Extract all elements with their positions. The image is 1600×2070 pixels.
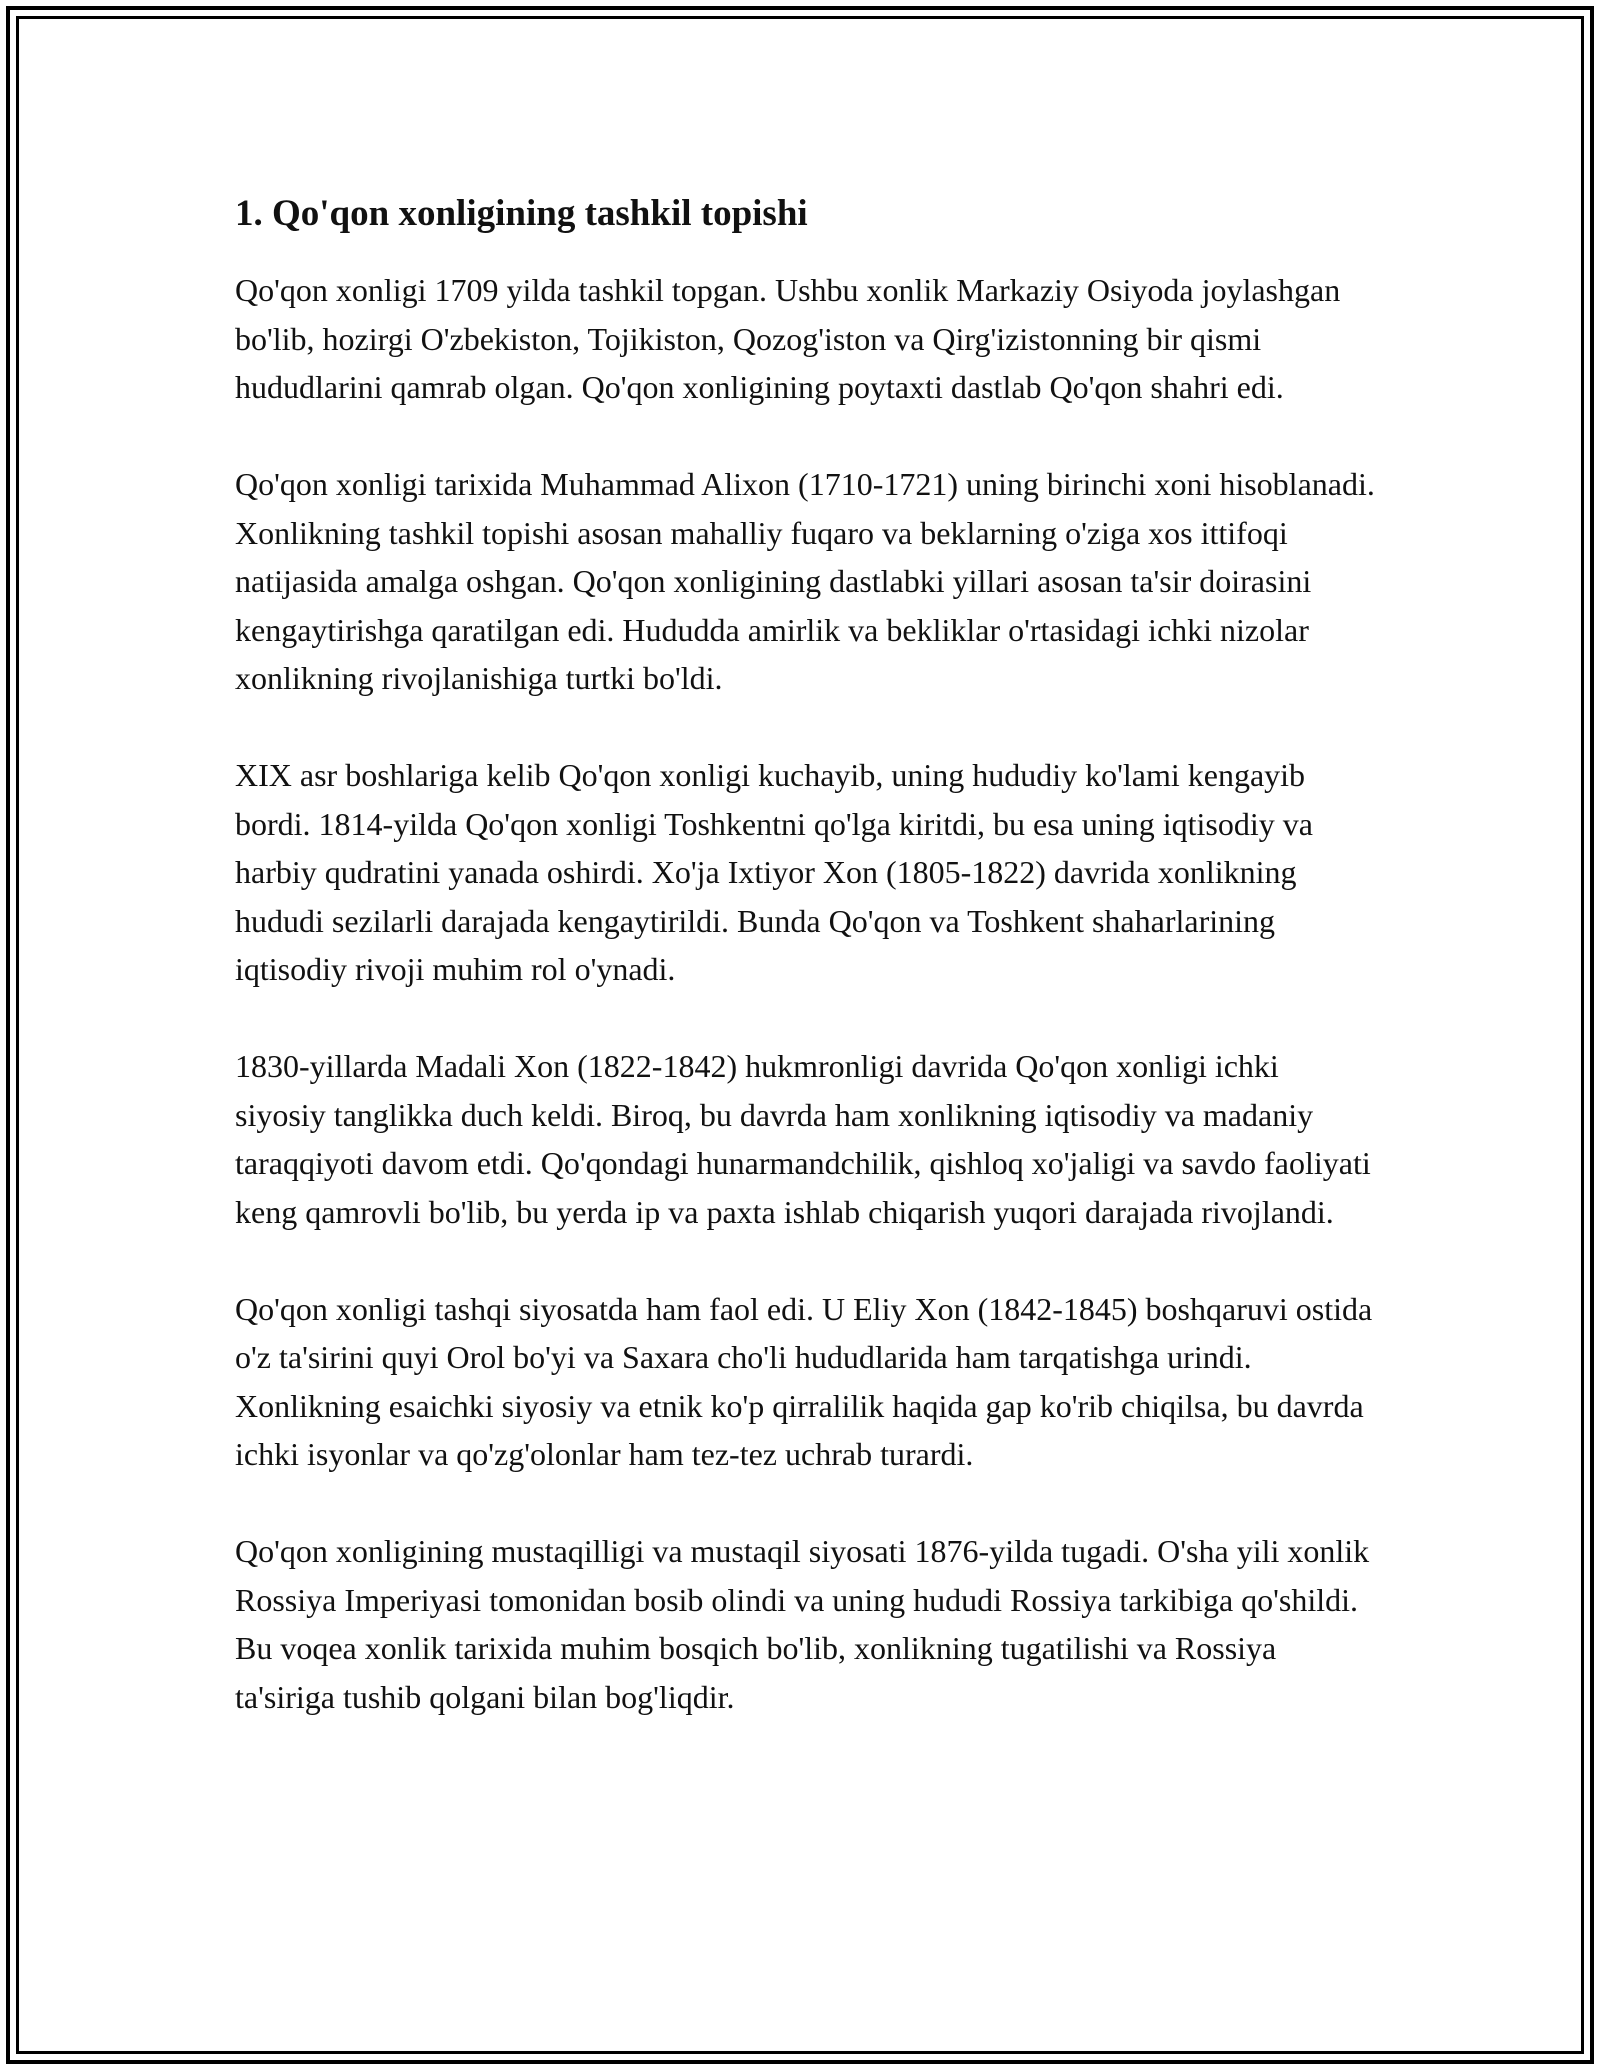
document-body <box>235 186 1375 1770</box>
paragraph-5: Qo'qon xonligi tashqi siyosatda ham faol edi. U Eliy Xon (1842-1845) boshqaruvi ostida o'z ta'sirini quyi Orol bo'yi va Saxara cho'li hududlarida ham tarqatishga urindi. Xonlikning esaichki siyosiy va etnik ko'p qirralilik haqida gap ko'rib chiqilsa, bu davrda ichki isyonlar va qo'zg'olonlar ham tez-tez uchrab turardi. <box>235 1290 1373 1472</box>
paragraph-4: 1830-yillarda Madali Xon (1822-1842) hukmronligi davrida Qo'qon xonligi ichki siyosiy tanglikka duch keldi. Biroq, bu davrda ham xonlikning iqtisodiy va madaniy taraqqiyoti davom etdi. Qo'qondagi hunarmandchilik, qishloq xo'jaligi va savdo faoliyati keng qamrovli bo'lib, bu yerda ip va paxta ishlab chiqarish yuqori darajada rivojlandi. <box>235 1048 1371 1230</box>
paragraph-1: Qo'qon xonligi 1709 yilda tashkil topgan. Ushbu xonlik Markaziy Osiyoda joylashgan bo'lib, hozirgi O'zbekiston, Tojikiston, Qozog'iston va Qirg'izistonning bir qismi hududlarini qamrab olgan. Qo'qon xonligining poytaxti dastlab Qo'qon shahri edi. <box>235 272 1341 405</box>
paragraph-6: Qo'qon xonligining mustaqilligi va mustaqil siyosati 1876-yilda tugadi. O'sha yili xonlik Rossiya Imperiyasi tomonidan bosib olindi va uning hududi Rossiya tarkibiga qo'shildi. Bu voqea xonlik tarixida muhim bosqich bo'lib, xonlikning tugatilishi va Rossiya ta'siriga tushib qolgani bilan bog'liqdir. <box>235 1533 1370 1715</box>
paragraph-3: XIX asr boshlariga kelib Qo'qon xonligi kuchayib, uning hududiy ko'lami kengayib bordi. 1814-yilda Qo'qon xonligi Toshkentni qo'lga kiritdi, bu esa uning iqtisodiy va harbiy qudratini yanada oshirdi. Xo'ja Ixtiyor Xon (1805-1822) davrida xonlikning hududi sezilarli darajada kengaytirildi. Bunda Qo'qon va Toshkent shaharlarining iqtisodiy rivoji muhim rol o'ynadi. <box>235 757 1313 987</box>
paragraph-2: Qo'qon xonligi tarixida Muhammad Alixon (1710-1721) uning birinchi xoni hisoblanadi. Xonlikning tashkil topishi asosan mahalliy fuqaro va beklarning o'ziga xos ittifoqi natijasida amalga oshgan. Qo'qon xonligining dastlabki yillari asosan ta'sir doirasini kengaytirishga qaratilgan edi. Hududda amirlik va bekliklar o'rtasidagi ichki nizolar xonlikning rivojlanishiga turtki bo'ldi. <box>235 466 1375 696</box>
section-heading: 1. Qo'qon xonligining tashkil topishi <box>235 193 808 234</box>
